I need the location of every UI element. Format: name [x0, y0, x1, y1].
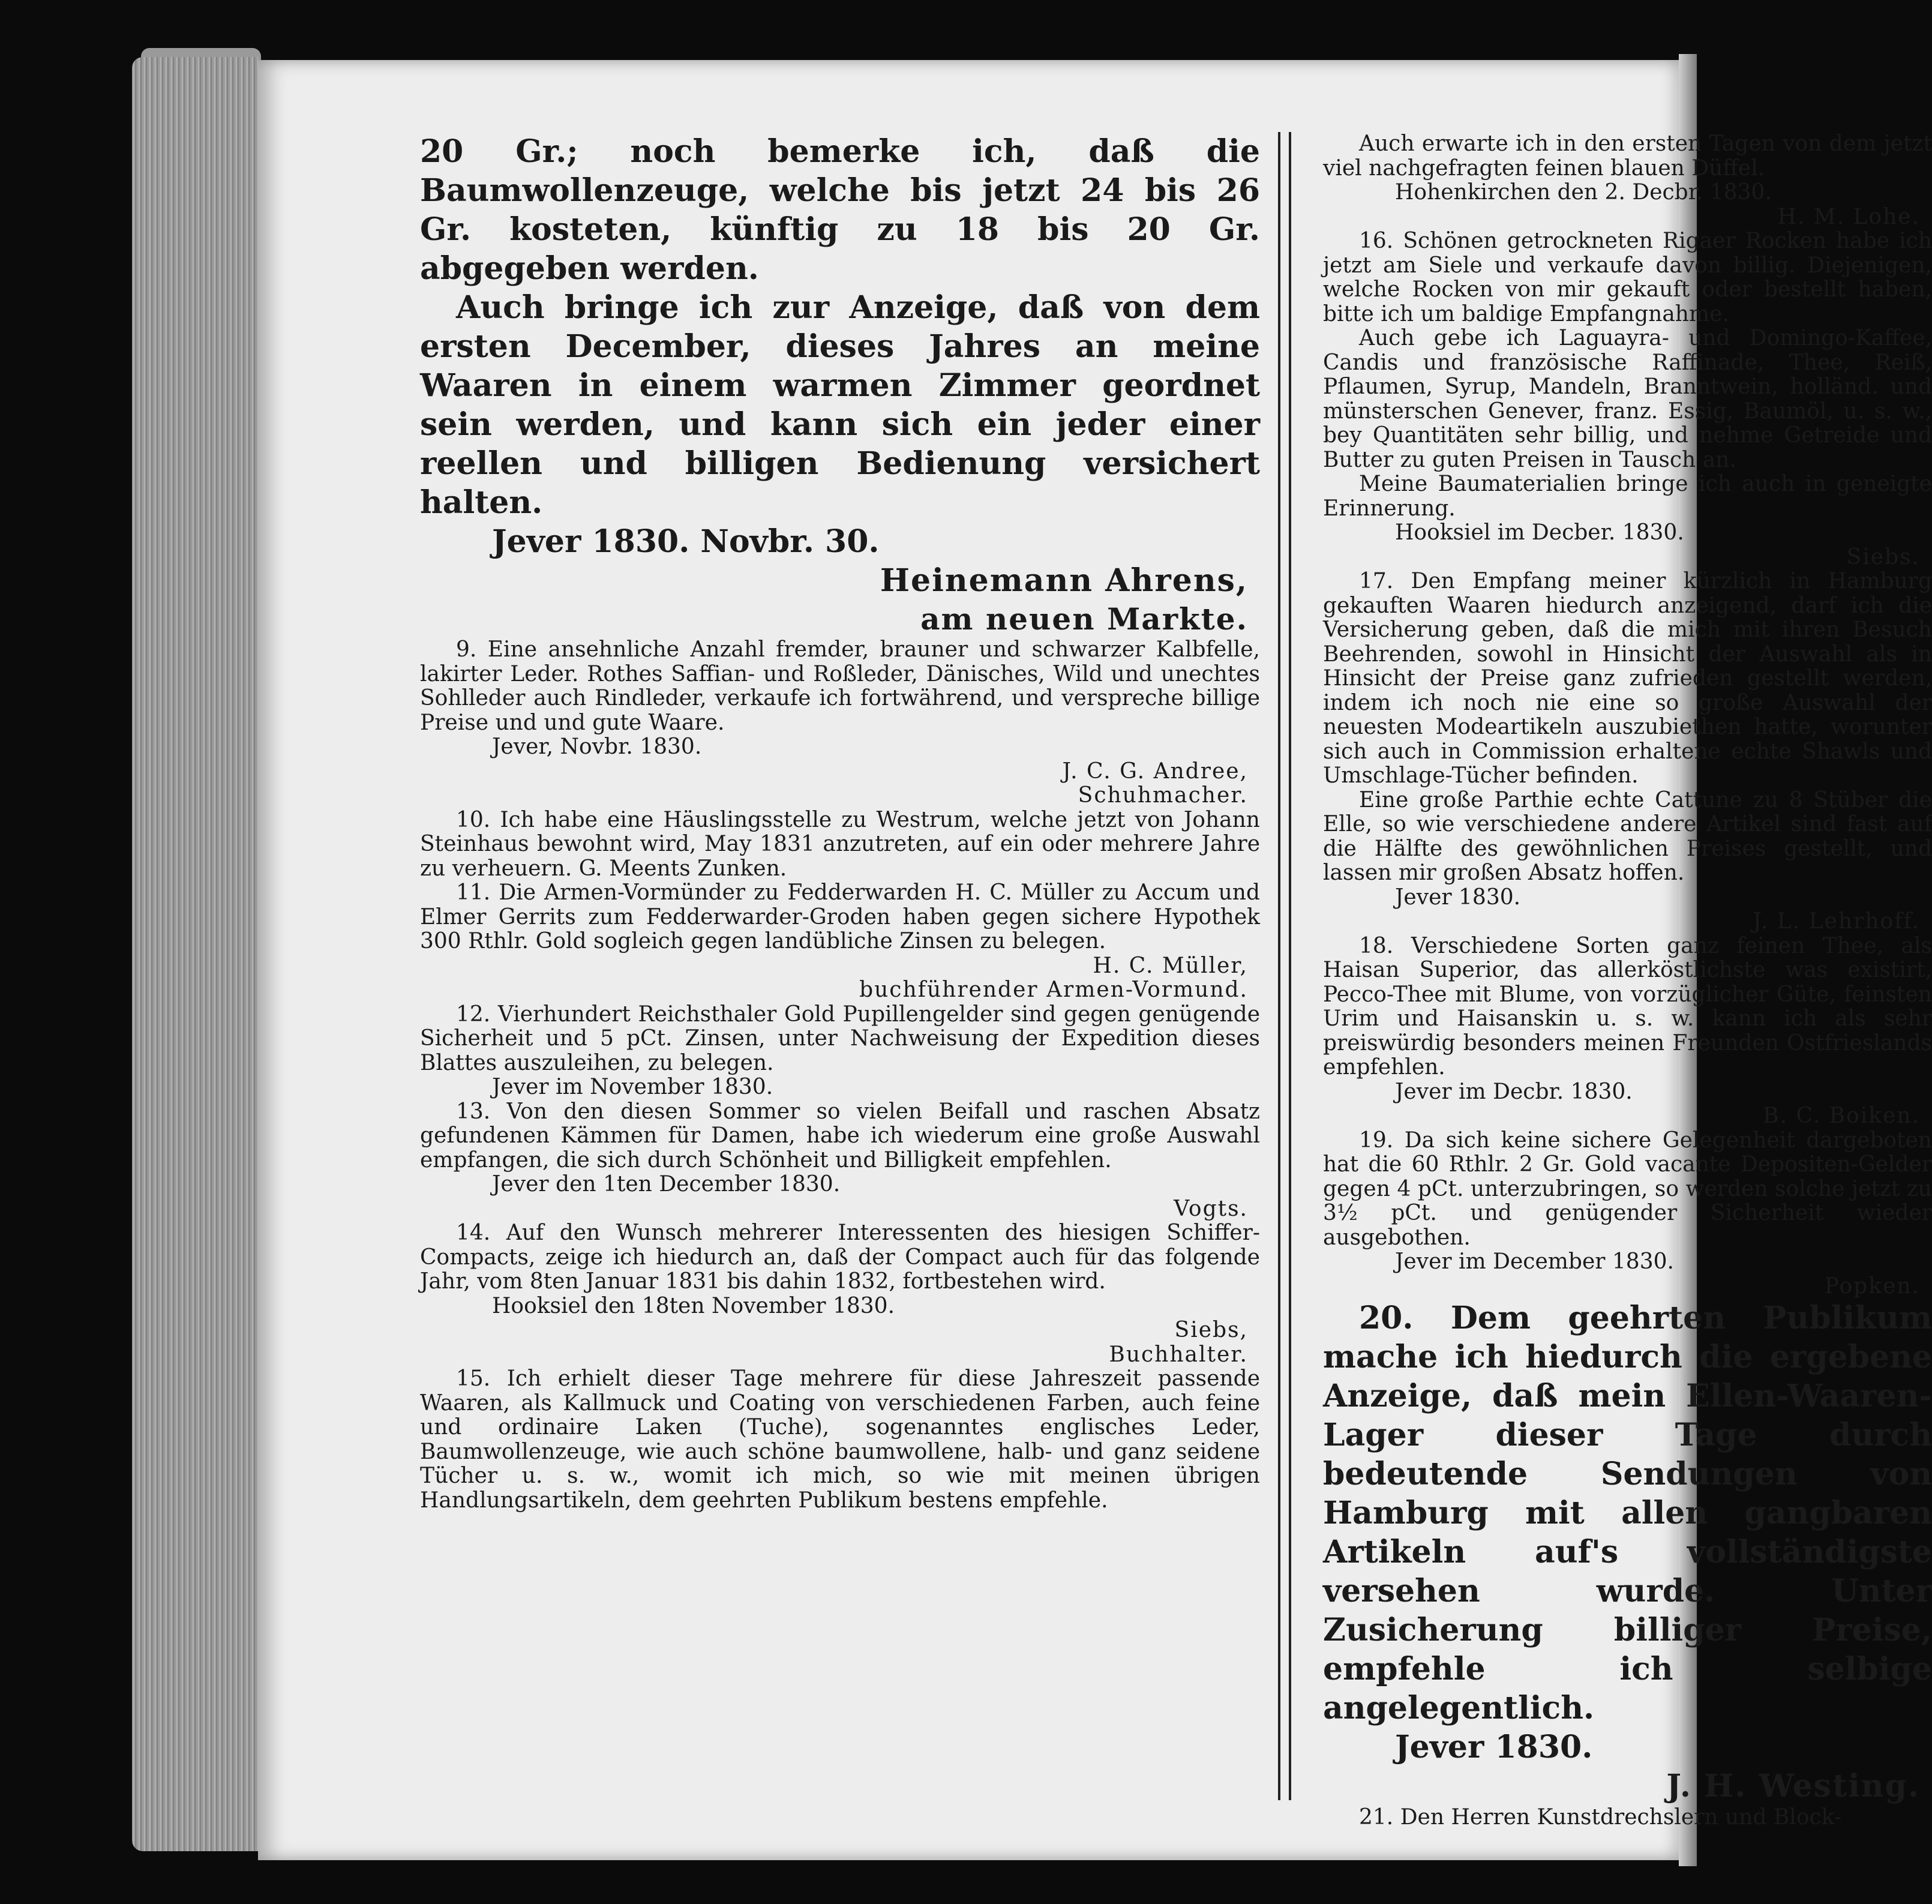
continued-ad-signature: Heinemann Ahrens,	[880, 562, 1248, 599]
ad-9-signature: J. C. G. Andree,	[1062, 758, 1248, 784]
ad-16-text-2: Auch gebe ich Laguayra- und Domingo-Kaffee, Candis und französische Raffinade, Thee, Reiß, Pflaumen, Syrup, Mandeln, Branntwein, holländ. und münsterschen Genever, franz. Essig, Baumöl, u. s. w., bey Quantitäten sehr billig, und nehme Getreide und Butter zu guten Preisen in Tausch an.	[1323, 326, 1932, 472]
ad-21-text: 21. Den Herren Kunstdrechslern und Block-	[1359, 1805, 1842, 1830]
ad-17-signature: J. L. Lehrhoff.	[1753, 909, 1920, 934]
ad-14-place: Hooksiel den 18ten November 1830.	[492, 1293, 895, 1318]
ad-11-text: 11. Die Armen-Vormünder zu Fedderwarden H. C. Müller zu Accum und Elmer Gerrits zum Fedderwarder-Groden haben gegen sichere Hypothek 300 Rthlr. Gold sogleich gegen landübliche Zinsen zu belegen.	[420, 880, 1260, 954]
ad-10-text: 10. Ich habe eine Häuslingsstelle zu Westrum, welche jetzt von Johann Steinhaus bewohnt wird, May 1831 anzutreten, auf ein oder mehrere Jahre zu verheuern. G. Meents Zunken.	[420, 807, 1260, 881]
ad-17-place: Jever 1830.	[1395, 884, 1521, 910]
ad-20-place: Jever 1830.	[1395, 1729, 1593, 1765]
ad-17-text: 17. Den Empfang meiner kürzlich in Hamburg gekauften Waaren hiedurch anzeigend, darf ich die Versicherung geben, daß die mich mit ihren Besuch Beehrenden, sowohl in Hinsicht der Auswahl als in Hinsicht der Preise ganz zufrieden gestellt werden, indem ich noch nie eine so große Auswahl der neuesten Modeartikeln auszubiethen hatte, worunter sich auch in Commission erhaltene echte Shawls und Umschlage-Tücher befinden.	[1323, 569, 1932, 788]
ad-17-text-2: Eine große Parthie echte Cattune zu 8 Stüber die Elle, so wie verschiedene andere Artikel sind fast auf die Hälfte des gewöhnlichen Preises gestellt, und lassen mir großen Absatz hoffen.	[1323, 787, 1932, 885]
ad-14-signature: Siebs,	[1174, 1318, 1248, 1342]
right-column	[1323, 132, 1932, 1830]
ad-12-place: Jever im November 1830.	[492, 1075, 773, 1099]
left-column	[420, 132, 1260, 1513]
ad-11-signature: H. C. Müller,	[1093, 953, 1248, 978]
ad-13-place: Jever den 1ten December 1830.	[492, 1172, 841, 1197]
continued-ad-place: Jever 1830. Novbr. 30.	[492, 523, 880, 560]
continued-ad-right-text: Auch erwarte ich in den ersten Tagen von dem jetzt viel nachgefragten feinen blauen Düffel.	[1323, 131, 1932, 181]
ad-11-signature-2: buchführender Armen-Vormund.	[859, 978, 1248, 1002]
ad-19-place: Jever im December 1830.	[1395, 1249, 1674, 1274]
ad-16-signature: Siebs.	[1846, 544, 1920, 569]
ad-12-text: 12. Vierhundert Reichsthaler Gold Pupillengelder sind gegen genügende Sicherheit und 5 pCt. Zinsen, unter Nachweisung der Expedition dieses Blattes auszuleihen, zu belegen.	[420, 1002, 1260, 1075]
ad-18-place: Jever im Decbr. 1830.	[1395, 1079, 1633, 1104]
ad-14-text: 14. Auf den Wunsch mehrerer Interessenten des hiesigen Schiffer-Compacts, zeige ich hiedurch an, daß der Compact auch für das folgende Jahr, vom 8ten Januar 1831 bis dahin 1832, fortbestehen wird.	[420, 1221, 1260, 1294]
ad-13-signature: Vogts.	[1174, 1196, 1248, 1221]
ad-20-signature: J. H. Westing.	[1666, 1768, 1920, 1804]
ad-18-signature: B. C. Boiken.	[1763, 1104, 1920, 1128]
ad-13-text: 13. Von den diesen Sommer so vielen Beifall und raschen Absatz gefundenen Kämmen für Damen, habe ich wiederum eine große Auswahl empfangen, die sich durch Schönheit und Billigkeit empfehlen.	[420, 1099, 1260, 1173]
ad-20-text: 20. Dem geehrten Publikum mache ich hiedurch die ergebene Anzeige, daß mein Ellen-Waaren-Lager dieser Tage durch bedeutende Sendungen von Hamburg mit allen gangbaren Artikeln auf's vollständigste versehen wurde. Unter Zusicherung billiger Preise, empfehle ich selbige angelegentlich.	[1323, 1300, 1932, 1726]
ad-16-text-3: Meine Baumaterialien bringe ich auch in geneigte Erinnerung.	[1323, 472, 1932, 521]
continued-ad-text-2: Auch bringe ich zur Anzeige, daß von dem ersten December, dieses Jahres an meine Waaren in einem warmen Zimmer geordnet sein werden, und kann sich ein jeder einer reellen und billigen Bedienung versichert halten.	[420, 289, 1260, 521]
ad-16-place: Hooksiel im Decber. 1830.	[1395, 520, 1684, 545]
continued-ad-right-signature: H. M. Lohe.	[1777, 204, 1920, 229]
ad-19-text: 19. Da sich keine sichere Gelegenheit dargeboten hat die 60 Rthlr. 2 Gr. Gold vacante Depositen-Gelder gegen 4 pCt. unterzubringen, so werden solche jetzt zu 3½ pCt. und genügender Sicherheit wieder ausgebothen.	[1323, 1128, 1932, 1250]
ad-15-text: 15. Ich erhielt dieser Tage mehrere für diese Jahreszeit passende Waaren, als Kallmuck und Coating von verschiedenen Farben, auch feine und ordinaire Laken (Tuche), sogenanntes englisches Leder, Baumwollenzeuge, wie auch schöne baumwollene, halb- und ganz seidene Tücher u. s. w., womit ich mich, so wie mit meinen übrigen Handlungsartikeln, dem geehrten Publikum bestens empfehle.	[420, 1366, 1260, 1513]
ad-16-text: 16. Schönen getrockneten Rigaer Rocken habe ich jetzt am Siele und verkaufe davon billig. Diejenigen, welche Rocken von mir gekauft oder bestellt haben, bitte ich um baldige Empfangnahme.	[1323, 229, 1932, 326]
ad-18-text: 18. Verschiedene Sorten ganz feinen Thee, als Haisan Superior, das allerköstlichste was existirt, Pecco-Thee mit Blume, von vorzüglicher Güte, feinsten Urim und Haisanskin u. s. w. kann ich als sehr preiswürdig besonders meinen Freunden Ostfrieslands empfehlen.	[1323, 933, 1932, 1080]
continued-ad-text: 20 Gr.; noch bemerke ich, daß die Baumwollenzeuge, welche bis jetzt 24 bis 26 Gr. kosteten, künftig zu 18 bis 20 Gr. abgegeben werden.	[420, 133, 1260, 287]
book-page-edges	[132, 57, 258, 1851]
column-divider	[1278, 132, 1291, 1800]
newspaper-page	[258, 60, 1932, 1860]
continued-ad-signature-2: am neuen Markte.	[920, 601, 1248, 637]
continued-ad-right-place: Hohenkirchen den 2. Decbr. 1830.	[1395, 180, 1772, 205]
ad-9-text: 9. Eine ansehnliche Anzahl fremder, brauner und schwarzer Kalbfelle, lakirter Leder. Rothes Saffian- und Roßleder, Dänisches, Wild und unechtes Sohlleder auch Rindleder, verkaufe ich fortwährend, und verspreche billige Preise und und gute Waare.	[420, 637, 1260, 735]
ad-19-signature: Popken.	[1824, 1273, 1920, 1299]
ad-9-signature-2: Schuhmacher.	[1078, 783, 1248, 808]
ad-14-signature-2: Buchhalter.	[1109, 1342, 1248, 1367]
ad-9-place: Jever, Novbr. 1830.	[492, 734, 702, 759]
